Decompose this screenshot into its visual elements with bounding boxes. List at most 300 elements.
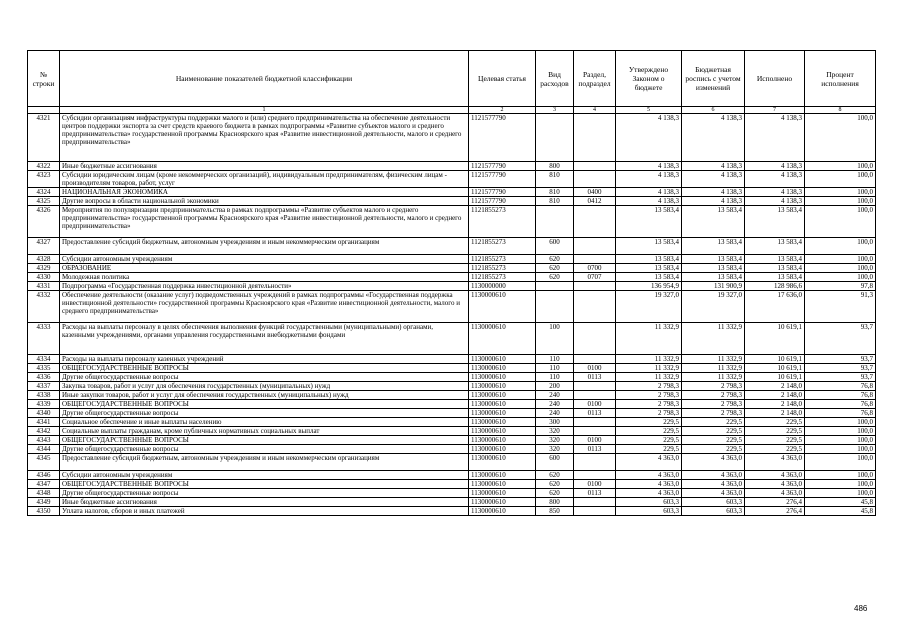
column-number [28,107,60,114]
section-cell [574,282,616,291]
row-number-cell: 4330 [28,273,60,282]
section-cell: 0100 [574,364,616,373]
row-number-cell: 4346 [28,471,60,480]
row-number-cell: 4327 [28,238,60,255]
expense-type-cell: 240 [536,409,574,418]
row-number-cell: 4344 [28,445,60,454]
section-cell: 0707 [574,273,616,282]
expense-type-cell: 320 [536,436,574,445]
budget-list-amount-cell: 11 332,9 [682,364,745,373]
percent-cell: 100,0 [805,427,876,436]
percent-cell: 100,0 [805,197,876,206]
approved-amount-cell: 2 798,3 [616,400,682,409]
executed-amount-cell: 13 583,4 [745,273,805,282]
budget-list-amount-cell: 2 798,3 [682,382,745,391]
section-cell: 0100 [574,400,616,409]
row-number-cell: 4349 [28,498,60,507]
row-number-cell: 4329 [28,264,60,273]
percent-cell: 100,0 [805,418,876,427]
header-section: Раздел, подраздел [574,51,616,107]
table-row [28,498,876,507]
table-row [28,480,876,489]
percent-cell: 100,0 [805,162,876,171]
table-row [28,188,876,197]
item-name-cell: ОБЩЕГОСУДАРСТВЕННЫЕ ВОПРОСЫ [60,364,469,373]
table-row [28,427,876,436]
table-row [28,282,876,291]
table-row [28,162,876,171]
target-article-cell: 1130000610 [469,400,536,409]
budget-list-amount-cell: 11 332,9 [682,323,745,355]
table-row [28,291,876,323]
executed-amount-cell: 10 619,1 [745,355,805,364]
item-name-cell: Расходы на выплаты персоналу в целях обеспечения выполнения функций государственными (муниципальными) органами, казенными учреждениями, органами управления государственными внебюджетными фондами [60,323,469,355]
section-cell [574,291,616,323]
budget-list-amount-cell: 13 583,4 [682,238,745,255]
approved-amount-cell: 4 138,3 [616,197,682,206]
percent-cell: 100,0 [805,445,876,454]
percent-cell: 45,8 [805,498,876,507]
section-cell [574,162,616,171]
executed-amount-cell: 128 986,6 [745,282,805,291]
approved-amount-cell: 2 798,3 [616,409,682,418]
section-cell: 0113 [574,445,616,454]
item-name-cell: Субсидии автономным учреждениям [60,255,469,264]
row-number-cell: 4350 [28,507,60,516]
table-row [28,409,876,418]
approved-amount-cell: 4 138,3 [616,162,682,171]
section-cell [574,471,616,480]
column-number-row [28,107,876,114]
item-name-cell: Другие общегосударственные вопросы [60,373,469,382]
target-article-cell: 1130000610 [469,480,536,489]
percent-cell: 76,8 [805,409,876,418]
percent-cell: 100,0 [805,255,876,264]
table-row [28,507,876,516]
budget-list-amount-cell: 13 583,4 [682,206,745,238]
approved-amount-cell: 4 363,0 [616,489,682,498]
approved-amount-cell: 13 583,4 [616,264,682,273]
approved-amount-cell: 4 363,0 [616,480,682,489]
approved-amount-cell: 11 332,9 [616,373,682,382]
expense-type-cell: 810 [536,188,574,197]
budget-list-amount-cell: 229,5 [682,436,745,445]
approved-amount-cell: 19 327,0 [616,291,682,323]
section-cell [574,171,616,188]
item-name-cell: Мероприятия по популяризации предпринимательства в рамках подпрограммы «Развитие субъектов малого и среднего предпринимательства» государственной программы Красноярского края «Развитие инвестиционной деятельности, малого и среднего предпринимательства» [60,206,469,238]
column-number: 4 [574,107,616,114]
budget-list-amount-cell: 229,5 [682,427,745,436]
executed-amount-cell: 229,5 [745,436,805,445]
target-article-cell: 1130000610 [469,409,536,418]
section-cell [574,382,616,391]
target-article-cell: 1121577790 [469,197,536,206]
section-cell: 0113 [574,489,616,498]
row-number-cell: 4325 [28,197,60,206]
section-cell [574,114,616,162]
budget-list-amount-cell: 4 138,3 [682,162,745,171]
table-row [28,238,876,255]
executed-amount-cell: 4 363,0 [745,471,805,480]
executed-amount-cell: 4 363,0 [745,480,805,489]
table-row [28,355,876,364]
row-number-cell: 4343 [28,436,60,445]
target-article-cell: 1130000610 [469,373,536,382]
table-body [28,114,876,516]
expense-type-cell: 620 [536,255,574,264]
section-cell [574,323,616,355]
row-number-cell: 4339 [28,400,60,409]
header-list: Бюджетная роспись с учетом изменений [682,51,745,107]
percent-cell: 100,0 [805,471,876,480]
percent-cell: 100,0 [805,480,876,489]
budget-list-amount-cell: 13 583,4 [682,273,745,282]
item-name-cell: Иные бюджетные ассигнования [60,162,469,171]
item-name-cell: Другие общегосударственные вопросы [60,409,469,418]
expense-type-cell: 320 [536,445,574,454]
executed-amount-cell: 4 363,0 [745,489,805,498]
expense-type-cell: 600 [536,454,574,471]
expense-type-cell: 100 [536,323,574,355]
target-article-cell: 1121577790 [469,114,536,162]
column-number: 3 [536,107,574,114]
section-cell [574,507,616,516]
executed-amount-cell: 13 583,4 [745,255,805,264]
expense-type-cell: 600 [536,238,574,255]
item-name-cell: Подпрограмма «Государственная поддержка инвестиционной деятельности» [60,282,469,291]
percent-cell: 93,7 [805,355,876,364]
table-row [28,418,876,427]
executed-amount-cell: 4 363,0 [745,454,805,471]
target-article-cell: 1130000610 [469,498,536,507]
section-cell [574,206,616,238]
approved-amount-cell: 2 798,3 [616,382,682,391]
executed-amount-cell: 229,5 [745,445,805,454]
table-row [28,373,876,382]
section-cell [574,391,616,400]
row-number-cell: 4323 [28,171,60,188]
target-article-cell: 1121577790 [469,188,536,197]
budget-list-amount-cell: 4 138,3 [682,188,745,197]
percent-cell: 45,8 [805,507,876,516]
row-number-cell: 4328 [28,255,60,264]
budget-list-amount-cell: 19 327,0 [682,291,745,323]
expense-type-cell [536,206,574,238]
approved-amount-cell: 13 583,4 [616,255,682,264]
table-row [28,436,876,445]
item-name-cell: Субсидии юридическим лицам (кроме некоммерческих организаций), индивидуальным предпринимателям, физическим лицам - производителям товаров, работ, услуг [60,171,469,188]
approved-amount-cell: 4 138,3 [616,171,682,188]
budget-list-amount-cell: 229,5 [682,445,745,454]
target-article-cell: 1130000000 [469,282,536,291]
target-article-cell: 1130000610 [469,391,536,400]
target-article-cell: 1130000610 [469,489,536,498]
table-row [28,445,876,454]
row-number-cell: 4347 [28,480,60,489]
percent-cell: 93,7 [805,373,876,382]
percent-cell: 100,0 [805,206,876,238]
target-article-cell: 1130000610 [469,355,536,364]
row-number-cell: 4340 [28,409,60,418]
percent-cell: 93,7 [805,323,876,355]
approved-amount-cell: 11 332,9 [616,323,682,355]
section-cell [574,498,616,507]
table-row [28,323,876,355]
row-number-cell: 4321 [28,114,60,162]
target-article-cell: 1121855273 [469,273,536,282]
percent-cell: 97,8 [805,282,876,291]
item-name-cell: Молодежная политика [60,273,469,282]
header-row [28,51,876,107]
percent-cell: 100,0 [805,264,876,273]
approved-amount-cell: 13 583,4 [616,238,682,255]
executed-amount-cell: 10 619,1 [745,323,805,355]
target-article-cell: 1130000610 [469,507,536,516]
expense-type-cell [536,291,574,323]
executed-amount-cell: 4 138,3 [745,162,805,171]
header-percent: Процент исполнения [805,51,876,107]
target-article-cell: 1130000610 [469,427,536,436]
percent-cell: 91,3 [805,291,876,323]
header-target: Целевая статья [469,51,536,107]
item-name-cell: Закупка товаров, работ и услуг для обеспечения государственных (муниципальных) нужд [60,382,469,391]
section-cell: 0700 [574,264,616,273]
executed-amount-cell: 17 636,0 [745,291,805,323]
budget-list-amount-cell: 131 900,9 [682,282,745,291]
executed-amount-cell: 229,5 [745,427,805,436]
percent-cell: 100,0 [805,489,876,498]
expense-type-cell: 320 [536,427,574,436]
target-article-cell: 1130000610 [469,454,536,471]
percent-cell: 100,0 [805,238,876,255]
budget-list-amount-cell: 2 798,3 [682,400,745,409]
expense-type-cell: 810 [536,197,574,206]
approved-amount-cell: 229,5 [616,445,682,454]
section-cell [574,454,616,471]
item-name-cell: Обеспечение деятельности (оказание услуг) подведомственных учреждений в рамках подпрограммы «Государственная поддержка инвестиционной деятельности» государственной программы Красноярского края «Развитие инвестиционной деятельности, малого и среднего предпринимательства» [60,291,469,323]
column-number: 1 [60,107,469,114]
expense-type-cell: 620 [536,471,574,480]
budget-list-amount-cell: 13 583,4 [682,255,745,264]
item-name-cell: ОБЩЕГОСУДАРСТВЕННЫЕ ВОПРОСЫ [60,480,469,489]
item-name-cell: Расходы на выплаты персоналу казенных учреждений [60,355,469,364]
budget-table [27,50,876,516]
target-article-cell: 1130000610 [469,418,536,427]
budget-list-amount-cell: 4 138,3 [682,197,745,206]
expense-type-cell [536,114,574,162]
column-number: 5 [616,107,682,114]
target-article-cell: 1121577790 [469,162,536,171]
approved-amount-cell: 229,5 [616,436,682,445]
item-name-cell: Субсидии автономным учреждениям [60,471,469,480]
target-article-cell: 1130000610 [469,364,536,373]
approved-amount-cell: 4 363,0 [616,454,682,471]
target-article-cell: 1121577790 [469,171,536,188]
expense-type-cell: 110 [536,373,574,382]
target-article-cell: 1121855273 [469,255,536,264]
header-row-no: № строки [28,51,60,107]
expense-type-cell: 110 [536,355,574,364]
budget-list-amount-cell: 4 363,0 [682,471,745,480]
budget-list-amount-cell: 603,3 [682,498,745,507]
item-name-cell: ОБЩЕГОСУДАРСТВЕННЫЕ ВОПРОСЫ [60,436,469,445]
table-row [28,273,876,282]
row-number-cell: 4341 [28,418,60,427]
percent-cell: 100,0 [805,114,876,162]
header-approved: Утверждено Законом о бюджете [616,51,682,107]
column-number: 8 [805,107,876,114]
item-name-cell: Предоставление субсидий бюджетным, автономным учреждениям и иным некоммерческим организациям [60,238,469,255]
expense-type-cell: 810 [536,171,574,188]
row-number-cell: 4345 [28,454,60,471]
section-cell [574,427,616,436]
approved-amount-cell: 603,3 [616,507,682,516]
expense-type-cell: 620 [536,264,574,273]
approved-amount-cell: 4 138,3 [616,188,682,197]
approved-amount-cell: 603,3 [616,498,682,507]
budget-list-amount-cell: 4 363,0 [682,454,745,471]
item-name-cell: Другие общегосударственные вопросы [60,445,469,454]
expense-type-cell: 240 [536,391,574,400]
executed-amount-cell: 13 583,4 [745,206,805,238]
item-name-cell: Другие общегосударственные вопросы [60,489,469,498]
page-number: 486 [854,604,868,613]
executed-amount-cell: 229,5 [745,418,805,427]
header-executed: Исполнено [745,51,805,107]
column-number: 7 [745,107,805,114]
target-article-cell: 1130000610 [469,323,536,355]
approved-amount-cell: 4 363,0 [616,471,682,480]
expense-type-cell: 800 [536,498,574,507]
header-name: Наименование показателей бюджетной классификации [60,51,469,107]
row-number-cell: 4324 [28,188,60,197]
approved-amount-cell: 11 332,9 [616,364,682,373]
table-row [28,382,876,391]
expense-type-cell [536,282,574,291]
expense-type-cell: 240 [536,400,574,409]
item-name-cell: Иные закупки товаров, работ и услуг для обеспечения государственных (муниципальных) нужд [60,391,469,400]
executed-amount-cell: 4 138,3 [745,197,805,206]
expense-type-cell: 300 [536,418,574,427]
budget-list-amount-cell: 603,3 [682,507,745,516]
executed-amount-cell: 276,4 [745,507,805,516]
expense-type-cell: 620 [536,489,574,498]
item-name-cell: Социальное обеспечение и иные выплаты населению [60,418,469,427]
budget-list-amount-cell: 13 583,4 [682,264,745,273]
table-row [28,364,876,373]
percent-cell: 100,0 [805,273,876,282]
approved-amount-cell: 2 798,3 [616,391,682,400]
budget-list-amount-cell: 4 138,3 [682,171,745,188]
section-cell: 0400 [574,188,616,197]
budget-list-amount-cell: 229,5 [682,418,745,427]
section-cell: 0100 [574,480,616,489]
item-name-cell: Предоставление субсидий бюджетным, автономным учреждениям и иным некоммерческим организациям [60,454,469,471]
table-row [28,206,876,238]
expense-type-cell: 620 [536,273,574,282]
row-number-cell: 4335 [28,364,60,373]
target-article-cell: 1130000610 [469,382,536,391]
target-article-cell: 1130000610 [469,436,536,445]
approved-amount-cell: 136 954,9 [616,282,682,291]
budget-list-amount-cell: 4 138,3 [682,114,745,162]
table-row [28,264,876,273]
approved-amount-cell: 13 583,4 [616,206,682,238]
expense-type-cell: 110 [536,364,574,373]
approved-amount-cell: 229,5 [616,427,682,436]
percent-cell: 93,7 [805,364,876,373]
approved-amount-cell: 13 583,4 [616,273,682,282]
section-cell [574,418,616,427]
executed-amount-cell: 276,4 [745,498,805,507]
item-name-cell: Иные бюджетные ассигнования [60,498,469,507]
section-cell: 0100 [574,436,616,445]
column-number: 2 [469,107,536,114]
row-number-cell: 4342 [28,427,60,436]
row-number-cell: 4348 [28,489,60,498]
section-cell: 0113 [574,409,616,418]
table-row [28,171,876,188]
item-name-cell: Другие вопросы в области национальной экономики [60,197,469,206]
row-number-cell: 4333 [28,323,60,355]
table-row [28,391,876,400]
target-article-cell: 1121855273 [469,206,536,238]
table-row [28,400,876,409]
section-cell [574,238,616,255]
expense-type-cell: 620 [536,480,574,489]
row-number-cell: 4336 [28,373,60,382]
target-article-cell: 1130000610 [469,471,536,480]
row-number-cell: 4338 [28,391,60,400]
executed-amount-cell: 10 619,1 [745,373,805,382]
target-article-cell: 1130000610 [469,445,536,454]
budget-list-amount-cell: 11 332,9 [682,355,745,364]
table-row [28,489,876,498]
executed-amount-cell: 2 148,0 [745,391,805,400]
percent-cell: 100,0 [805,188,876,197]
item-name-cell: ОБЩЕГОСУДАРСТВЕННЫЕ ВОПРОСЫ [60,400,469,409]
executed-amount-cell: 13 583,4 [745,238,805,255]
approved-amount-cell: 4 138,3 [616,114,682,162]
item-name-cell: Уплата налогов, сборов и иных платежей [60,507,469,516]
item-name-cell: Субсидии организациям инфраструктуры поддержки малого и (или) среднего предпринимательства на обеспечение деятельности центров поддержки экспорта за счет средств краевого бюджета в рамках подпрограммы «Развитие субъектов малого и среднего предпринимательства» государственной программы Красноярского края «Развитие инвестиционной деятельности, малого и среднего предпринимательства» [60,114,469,162]
budget-list-amount-cell: 2 798,3 [682,391,745,400]
table-row [28,454,876,471]
executed-amount-cell: 2 148,0 [745,400,805,409]
budget-list-amount-cell: 4 363,0 [682,489,745,498]
executed-amount-cell: 2 148,0 [745,409,805,418]
percent-cell: 100,0 [805,171,876,188]
approved-amount-cell: 11 332,9 [616,355,682,364]
percent-cell: 76,8 [805,400,876,409]
table-row [28,197,876,206]
row-number-cell: 4322 [28,162,60,171]
column-number: 6 [682,107,745,114]
item-name-cell: НАЦИОНАЛЬНАЯ ЭКОНОМИКА [60,188,469,197]
target-article-cell: 1121855273 [469,264,536,273]
expense-type-cell: 800 [536,162,574,171]
header-expense-type: Вид расходов [536,51,574,107]
table-row [28,114,876,162]
row-number-cell: 4332 [28,291,60,323]
section-cell [574,355,616,364]
target-article-cell: 1121855273 [469,238,536,255]
percent-cell: 100,0 [805,454,876,471]
row-number-cell: 4337 [28,382,60,391]
table-row [28,471,876,480]
executed-amount-cell: 2 148,0 [745,382,805,391]
row-number-cell: 4334 [28,355,60,364]
